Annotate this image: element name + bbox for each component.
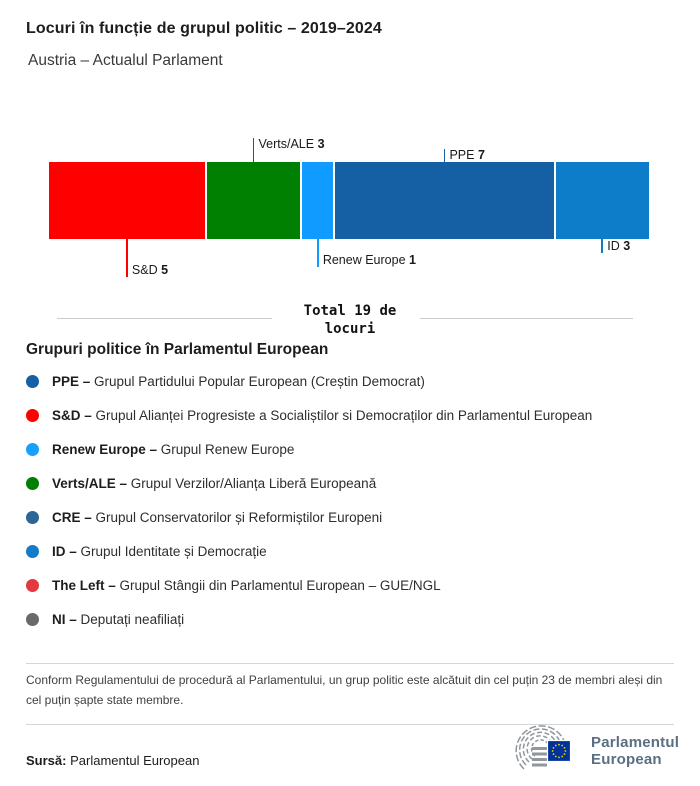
callout-tick xyxy=(253,138,255,162)
page-title: Locuri în funcție de grupul politic – 2019–2024 xyxy=(26,20,382,37)
footnote: Conform Regulamentului de procedură al Parlamentului, un grup politic este alcătuit din cel puțin 23 de membri aleși din cel puțin șapte state membre. xyxy=(26,673,663,707)
legend-item-text: ID – Grupul Identitate și Democrație xyxy=(52,543,267,559)
legend-color-dot xyxy=(26,545,39,558)
total-divider-left xyxy=(57,318,272,319)
legend-item-text: Verts/ALE – Grupul Verzilor/Alianța Liberă Europeană xyxy=(52,475,377,491)
legend-color-dot xyxy=(26,477,39,490)
callout-tick xyxy=(444,149,446,162)
legend-item-text: NI – Deputați neafiliați xyxy=(52,611,185,627)
legend-color-dot xyxy=(26,409,39,422)
bar-segment-renew-europe[interactable] xyxy=(302,162,333,239)
bar-segment-ppe[interactable] xyxy=(335,162,553,239)
legend-item-text: CRE – Grupul Conservatorilor și Reformiștilor Europeni xyxy=(52,509,383,525)
legend-list xyxy=(26,364,592,636)
callout-tick xyxy=(317,239,319,267)
total-line-2: locuri xyxy=(324,321,376,337)
callout-label: S&D 5 xyxy=(131,263,169,277)
legend-item xyxy=(26,364,592,398)
legend-color-dot xyxy=(26,579,39,592)
legend-color-dot xyxy=(26,613,39,626)
seat-bar xyxy=(49,162,649,239)
total-line-1: Total 19 de xyxy=(303,303,397,319)
legend-item-text: Renew Europe – Grupul Renew Europe xyxy=(52,441,295,457)
callout-label: ID 3 xyxy=(607,239,631,253)
legend-item xyxy=(26,534,592,568)
legend-item xyxy=(26,602,592,636)
hemicycle-eu-flag-icon xyxy=(512,725,582,777)
bar-segment-s-d[interactable] xyxy=(49,162,205,239)
footer-divider-top xyxy=(26,663,674,664)
legend-item xyxy=(26,432,592,466)
legend-item-text: PPE – Grupul Partidului Popular European (Creștin Democrat) xyxy=(52,373,425,389)
legend-color-dot xyxy=(26,443,39,456)
european-parliament-logo xyxy=(512,725,679,777)
legend-item-text: S&D – Grupul Alianței Progresiste a Socialiștilor si Democraților din Parlamentul European xyxy=(52,407,593,423)
source-line xyxy=(26,753,199,768)
bar-segment-id[interactable] xyxy=(556,162,649,239)
legend-color-dot xyxy=(26,375,39,388)
callout-label: Renew Europe 1 xyxy=(322,253,416,267)
total-divider-right xyxy=(420,318,633,319)
logo-line-1: Parlamentul xyxy=(591,734,680,751)
page-subtitle: Austria – Actualul Parlament xyxy=(28,52,223,69)
callout-tick xyxy=(126,239,128,277)
legend-color-dot xyxy=(26,511,39,524)
callout-label: PPE 7 xyxy=(449,148,485,162)
total-seats-label xyxy=(270,302,430,338)
source-value: Parlamentul European xyxy=(70,753,200,768)
logo-line-2: European xyxy=(591,751,662,768)
callout-tick xyxy=(601,239,603,253)
legend-item xyxy=(26,500,592,534)
legend-item-text: The Left – Grupul Stângii din Parlamentul European – GUE/NGL xyxy=(52,577,441,593)
legend-heading: Grupuri politice în Parlamentul European xyxy=(26,341,329,358)
legend-item xyxy=(26,568,592,602)
callout-label: Verts/ALE 3 xyxy=(258,137,325,151)
source-label: Sursă: xyxy=(26,753,67,768)
legend-item xyxy=(26,398,592,432)
logo-wordmark xyxy=(591,734,679,768)
legend-item xyxy=(26,466,592,500)
bar-segment-verts-ale[interactable] xyxy=(207,162,300,239)
